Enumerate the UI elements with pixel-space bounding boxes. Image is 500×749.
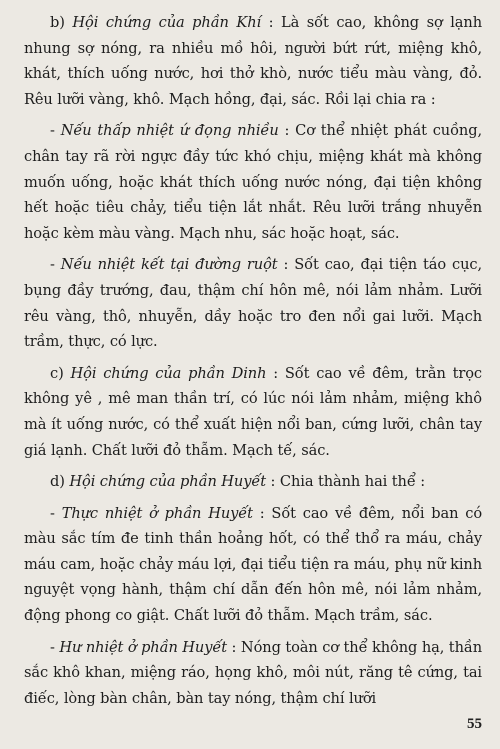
page-number: 55 <box>467 716 482 732</box>
paragraph-label: - <box>50 122 61 140</box>
paragraph-nhiet-ket-duong-ruot <box>24 252 482 354</box>
paragraph-thuc-nhiet-phan-huyet <box>24 501 482 629</box>
paragraph-hoi-chung-phan-huyet <box>24 469 482 495</box>
paragraph-text: : Chia thành hai thể : <box>266 473 426 491</box>
paragraph-label: - <box>50 256 61 274</box>
paragraph-hu-nhiet-phan-huyet <box>24 635 482 712</box>
paragraph-text: : Cơ thể nhiệt phát cuồng, chân tay rã rời ngực đầy tức khó chịu, miệng khát mà không muốn uống, hoặc khát thích uống nước nóng, đại tiện không hết hoặc tiêu chảy, tiểu tiện lắt nhắt. Rêu lưỡi trắng nhuyễn hoặc kèm màu vàng. Mạch nhu, sác hoặc hoạt, sác. <box>24 122 482 242</box>
paragraph-label: - <box>50 504 62 522</box>
paragraph-heading: Hội chứng của phần Huyết <box>69 473 266 491</box>
paragraph-thap-nhiet-u-dong <box>24 118 482 246</box>
paragraph-label: - <box>50 638 60 656</box>
paragraph-hoi-chung-phan-dinh <box>24 361 482 463</box>
paragraph-text: : Sốt cao về đêm, trằn trọc không yê , mê man thần trí, có lúc nói lảm nhảm, miệng khô mà ít uống nước, có thể xuất hiện nổi ban, cứng lưỡi, chân tay giá lạnh. Chất lưỡi đỏ thẫm. Mạch tế, sác. <box>24 364 482 459</box>
paragraph-heading: Nếu thấp nhiệt ứ đọng nhiều <box>60 122 279 140</box>
paragraph-heading: Nếu nhiệt kết tại đường ruột <box>60 256 278 274</box>
paragraph-text: : Nóng toàn cơ thể không hạ, thần sắc khô khan, miệng ráo, họng khô, môi nút, răng tê cứng, tai điếc, lòng bàn chân, bàn tay nóng, thậm chí lưỡi <box>24 638 483 707</box>
paragraph-text: : Sốt cao, đại tiện táo cục, bụng đầy trướng, đau, thậm chí hôn mê, nói lảm nhảm. Lưỡi rêu vàng, thô, nhuyễn, dầy hoặc tro đen nổi gai lưỡi. Mạch trầm, thực, có lực. <box>24 256 482 351</box>
paragraph-label: c) <box>50 364 71 382</box>
paragraph-text: : Sốt cao về đêm, nổi ban có màu sắc tím đe tinh thần hoảng hốt, có thể thổ ra máu, chảy máu cam, hoặc chảy máu lợi, đại tiểu tiện ra máu, phụ nữ kinh nguyệt vọng hành, thậm chí dẫn đến hôn mê, nói lảm nhảm, động phong co giật. Chất lưỡi đỏ thẫm. Mạch trầm, sác. <box>24 504 483 625</box>
paragraph-hoi-chung-phan-khi <box>24 10 482 112</box>
paragraph-heading: Hội chứng của phần Khí <box>72 14 262 31</box>
paragraph-heading: Hội chứng của phần Dinh <box>70 364 267 382</box>
paragraph-text: : Là sốt cao, không sợ lạnh nhung sợ nóng, ra nhiều mồ hôi, người bứt rứt, miệng khô, khát, thích uống nước, hơi thở khò, nước tiểu màu vàng, đỏ. Rêu lưỡi vàng, khô. Mạch hồng, đại, sác. Rồi lại chia ra : <box>24 14 483 108</box>
paragraph-heading: Hư nhiệt ở phần Huyết <box>59 638 228 656</box>
paragraph-heading: Thực nhiệt ở phần Huyết <box>61 504 253 522</box>
paragraph-label: d) <box>50 473 70 491</box>
book-page <box>24 10 482 710</box>
paragraph-label: b) <box>50 14 73 31</box>
